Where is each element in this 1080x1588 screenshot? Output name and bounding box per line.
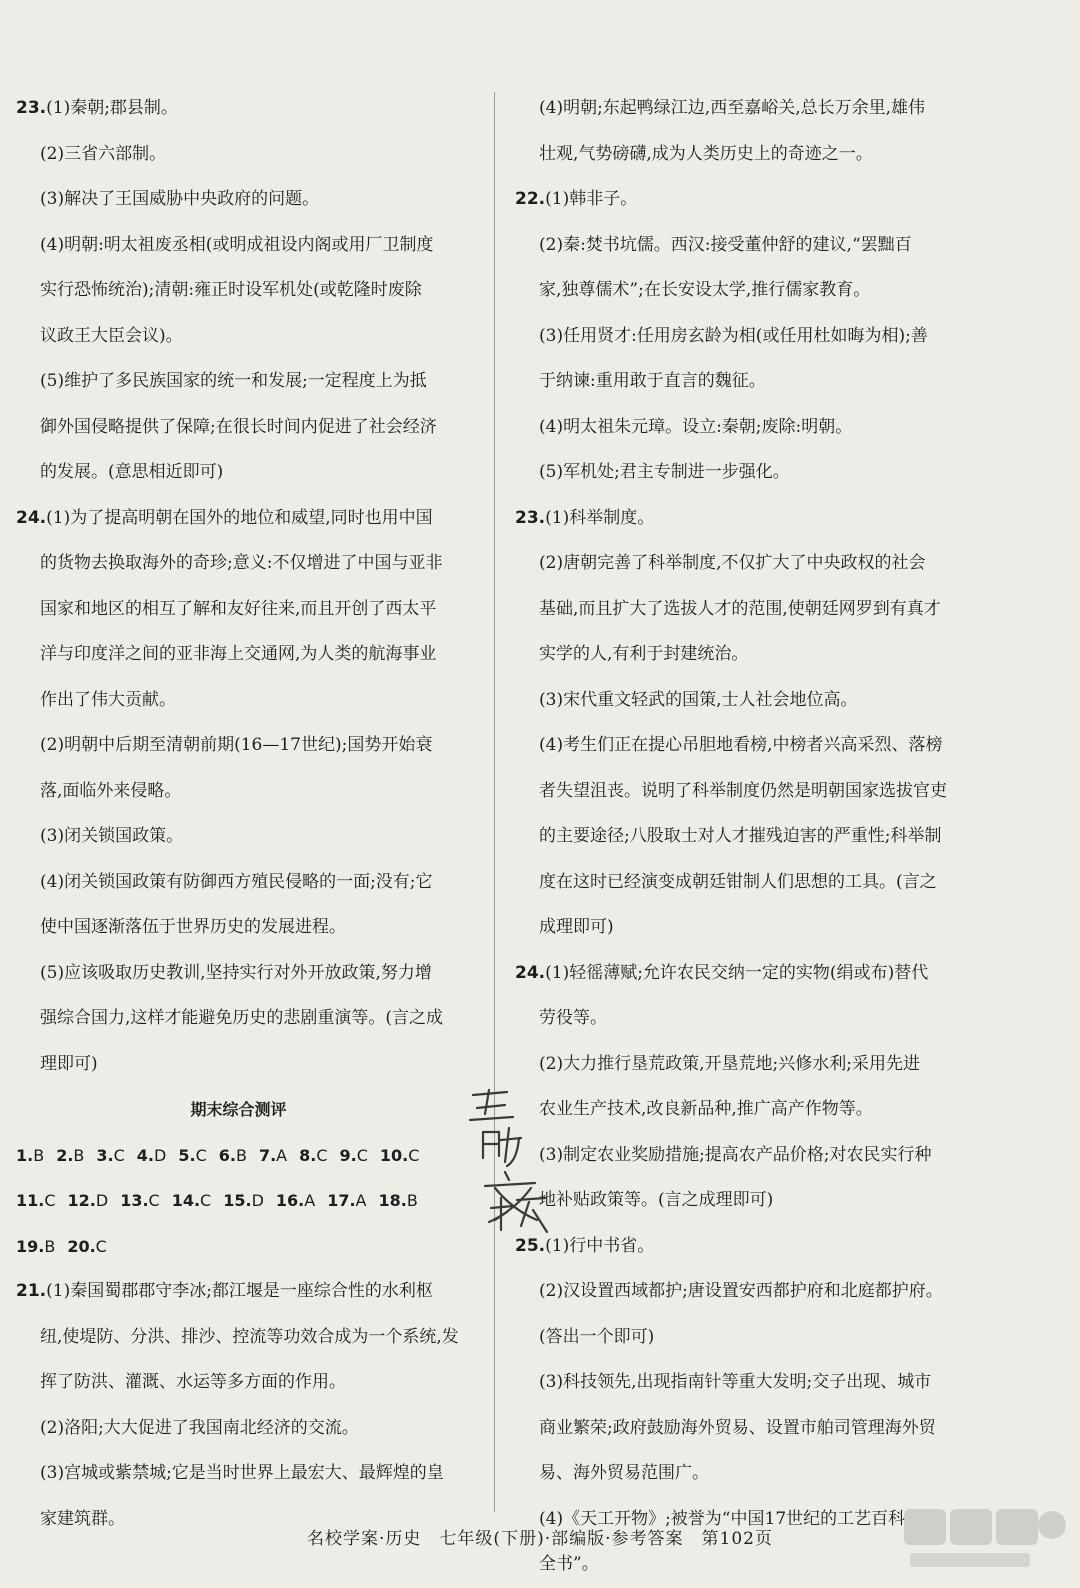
answer-line: (2)汉设置西域都护;唐设置安西都护府和北庭都护府。 — [539, 1281, 943, 1301]
answer-line: 的主要途径;八股取士对人才摧残迫害的严重性;科举制 — [539, 826, 942, 846]
answer-line: (4)考生们正在提心吊胆地看榜,中榜者兴高采烈、落榜 — [539, 735, 943, 755]
choice-number: 4. — [136, 1145, 155, 1165]
answer-text: (1)为了提高明朝在国外的地位和威望,同时也用中国 — [46, 507, 433, 528]
answer-line: 强综合国力,这样才能避免历史的悲剧重演等。(言之成 — [40, 1008, 444, 1028]
answer-line: 国家和地区的相互了解和友好往来,而且开创了西太平 — [40, 598, 437, 619]
choice-number: 12. — [67, 1191, 96, 1210]
answer-line: (4)《天工开物》;被誉为“中国17世纪的工艺百科 — [539, 1508, 906, 1529]
choice-answer: A — [355, 1191, 367, 1210]
choice-answer: C — [200, 1191, 212, 1210]
answer-line: (3)闭关锁国政策。 — [40, 826, 184, 846]
answer-line: 壮观,气势磅礴,成为人类历史上的奇迹之一。 — [539, 143, 873, 164]
answer-line: 挥了防洪、灌溉、水运等多方面的作用。 — [40, 1372, 346, 1392]
question-number: 23. — [16, 98, 47, 118]
answer-text: (1)科举制度。 — [545, 507, 655, 528]
answer-line: (5)应该吸取历史教训,坚持实行对外开放政策,努力增 — [40, 962, 432, 983]
answer-line: (4)闭关锁国政策有防御西方殖民侵略的一面;没有;它 — [40, 871, 433, 892]
question-line — [515, 496, 960, 542]
answer-line: (2)秦:焚书坑儒。西汉:接受董仲舒的建议,“罢黜百 — [539, 234, 912, 255]
answer-line: (5)军机处;君主专制进一步强化。 — [539, 462, 790, 482]
answer-line: 议政王大臣会议)。 — [40, 325, 183, 346]
answer-line: 理即可) — [40, 1053, 98, 1074]
answer-line: 者失望沮丧。说明了科举制度仍然是明朝国家选拔官吏 — [539, 780, 947, 801]
question-line — [515, 951, 960, 997]
answer-line: 使中国逐渐落伍于世界历史的发展进程。 — [40, 917, 346, 937]
choice-answer: B — [73, 1145, 85, 1165]
choice-answer: C — [408, 1145, 420, 1165]
answer-line: (2)明朝中后期至清朝前期(16—17世纪);国势开始衰 — [40, 735, 433, 755]
question-number: 24. — [16, 507, 47, 528]
answer-line: (4)明朝:明太祖废丞相(或明成祖设内阁或用厂卫制度 — [40, 234, 434, 255]
choice-number: 5. — [178, 1145, 196, 1165]
section-title: 期末综合测评 — [190, 1100, 287, 1119]
choice-number: 10. — [379, 1145, 409, 1165]
answer-line: 全书”。 — [539, 1554, 599, 1574]
choice-number: 18. — [378, 1191, 407, 1210]
answer-line: 地补贴政策等。(言之成理即可) — [539, 1190, 774, 1210]
answer-line: 作出了伟大贡献。 — [40, 689, 176, 710]
choice-answer: C — [113, 1145, 125, 1165]
choice-number: 17. — [327, 1191, 356, 1210]
answer-line: 易、海外贸易范围广。 — [539, 1463, 709, 1483]
answer-line: (4)明太祖朱元璋。设立:秦朝;废除:明朝。 — [539, 416, 853, 437]
choice-answer: A — [276, 1145, 288, 1165]
answer-line: 度在这时已经演变成朝廷钳制人们思想的工具。(言之 — [539, 871, 937, 892]
answer-line: (3)宋代重文轻武的国策,士人社会地位高。 — [539, 689, 858, 710]
choice-number: 2. — [56, 1145, 74, 1165]
answer-line: (3)任用贤才:任用房玄龄为相(或任用杜如晦为相);善 — [539, 325, 928, 346]
answer-line: 基础,而且扩大了选拔人才的范围,使朝廷网罗到有真才 — [539, 598, 941, 619]
answer-line: 家建筑群。 — [40, 1508, 125, 1529]
choice-number: 15. — [223, 1191, 252, 1210]
answer-line: (3)解决了王国威胁中央政府的问题。 — [40, 189, 320, 209]
choice-answer: B — [33, 1145, 45, 1165]
answer-line: 的发展。(意思相近即可) — [40, 462, 224, 482]
answer-text: (1)行中书省。 — [545, 1235, 655, 1256]
question-line — [16, 1269, 461, 1315]
answer-line: 落,面临外来侵略。 — [40, 780, 182, 801]
handwritten-annotation — [455, 1080, 565, 1240]
question-line — [16, 86, 461, 132]
choice-answer: C — [44, 1191, 56, 1210]
answer-line: 洋与印度洋之间的亚非海上交通网,为人类的航海事业 — [40, 644, 437, 664]
choice-answer: D — [95, 1191, 109, 1210]
answer-text: (1)秦朝;郡县制。 — [46, 98, 178, 118]
choice-answer: B — [44, 1236, 56, 1256]
question-number: 22. — [515, 189, 546, 209]
answer-line: 农业生产技术,改良新品种,推广高产作物等。 — [539, 1099, 873, 1119]
choice-answer: C — [148, 1191, 160, 1210]
choice-answer: C — [95, 1236, 107, 1256]
answer-line: 的货物去换取海外的奇珍;意义:不仅增进了中国与亚非 — [40, 553, 443, 573]
question-line — [515, 177, 960, 223]
answer-line: 纽,使堤防、分洪、排沙、控流等功效合成为一个系统,发 — [40, 1326, 459, 1347]
choice-number: 9. — [339, 1145, 357, 1165]
answer-text: (1)轻徭薄赋;允许农民交纳一定的实物(绢或布)替代 — [545, 962, 929, 983]
question-number: 21. — [16, 1281, 47, 1301]
answer-text: (1)韩非子。 — [545, 189, 638, 209]
answer-line: 家,独尊儒术”;在长安设太学,推行儒家教育。 — [539, 280, 871, 300]
choice-number: 20. — [67, 1236, 96, 1256]
choice-answer: D — [154, 1145, 167, 1165]
choice-number: 8. — [299, 1145, 317, 1165]
answer-line: 御外国侵略提供了保障;在很长时间内促进了社会经济 — [40, 416, 437, 437]
answer-line: (3)制定农业奖励措施;提高农产品价格;对农民实行种 — [539, 1144, 932, 1165]
answer-line: (2)洛阳;大大促进了我国南北经济的交流。 — [40, 1417, 359, 1438]
multiple-choice-row — [16, 1224, 461, 1270]
multiple-choice-row — [16, 1133, 461, 1179]
choice-number: 1. — [16, 1145, 34, 1165]
choice-number: 7. — [258, 1145, 277, 1165]
question-line — [16, 496, 461, 542]
choice-number: 19. — [16, 1236, 45, 1256]
question-number: 24. — [515, 962, 546, 983]
choice-number: 3. — [96, 1145, 114, 1165]
choice-number: 14. — [171, 1191, 201, 1210]
answer-line: 实行恐怖统治);清朝:雍正时设军机处(或乾隆时废除 — [40, 280, 422, 300]
answer-line: (5)维护了多民族国家的统一和发展;一定程度上为抵 — [40, 371, 427, 391]
choice-answer: D — [251, 1191, 264, 1210]
answer-line: 商业繁荣;政府鼓励海外贸易、设置市舶司管理海外贸 — [539, 1417, 936, 1438]
multiple-choice-row — [16, 1178, 461, 1224]
question-line — [515, 1224, 960, 1270]
left-column — [16, 86, 461, 1542]
answer-text: (1)秦国蜀郡郡守李冰;都江堰是一座综合性的水利枢 — [46, 1281, 433, 1301]
question-number: 25. — [515, 1235, 546, 1256]
answer-line: (2)唐朝完善了科举制度,不仅扩大了中央政权的社会 — [539, 553, 926, 573]
answer-line: 实学的人,有利于封建统治。 — [539, 644, 749, 664]
choice-number: 11. — [16, 1191, 45, 1210]
choice-answer: C — [356, 1145, 368, 1165]
answer-line: (答出一个即可) — [539, 1326, 655, 1347]
choice-number: 13. — [120, 1191, 149, 1210]
answer-line: 劳役等。 — [539, 1008, 607, 1028]
answer-line: 成理即可) — [539, 917, 614, 937]
choice-number: 16. — [275, 1191, 305, 1210]
answer-line: (3)科技领先,出现指南针等重大发明;交子出现、城市 — [539, 1372, 932, 1392]
question-number: 23. — [515, 507, 546, 528]
right-column — [515, 86, 960, 1588]
choice-number: 6. — [218, 1145, 236, 1165]
answer-line: (2)三省六部制。 — [40, 143, 167, 164]
answer-line: (3)宫城或紫禁城;它是当时世界上最宏大、最辉煌的皇 — [40, 1463, 444, 1483]
answer-line: 于纳谏:重用敢于直言的魏征。 — [539, 371, 766, 391]
choice-answer: B — [235, 1145, 247, 1165]
choice-answer: C — [195, 1145, 207, 1165]
column-divider — [494, 92, 495, 1512]
choice-answer: A — [304, 1191, 316, 1210]
answer-line: (4)明朝;东起鸭绿江边,西至嘉峪关,总长万余里,雄伟 — [539, 98, 926, 118]
answer-line: (2)大力推行垦荒政策,开垦荒地;兴修水利;采用先进 — [539, 1053, 920, 1074]
page-footer: 名校学案·历史 七年级(下册)·部编版·参考答案 第102页 — [307, 1529, 773, 1549]
choice-answer: B — [406, 1191, 418, 1210]
choice-answer: C — [316, 1145, 328, 1165]
